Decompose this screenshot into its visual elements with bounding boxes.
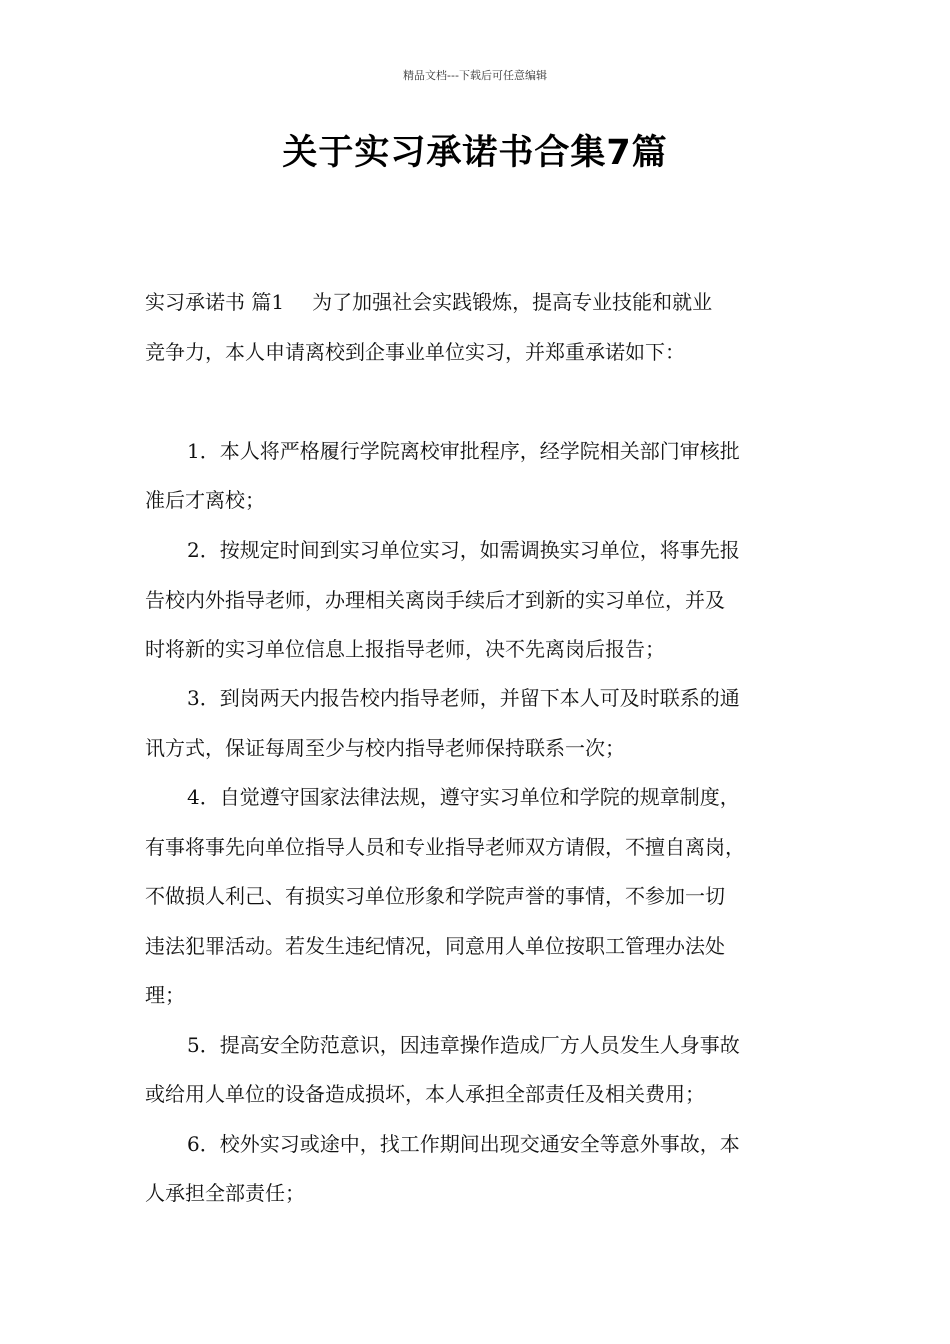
- item-2-line-1: 2．按规定时间到实习单位实习，如需调换实习单位，将事先报: [187, 538, 740, 562]
- item-6-line-1: 6．校外实习或途中，找工作期间出现交通安全等意外事故，本: [187, 1132, 740, 1156]
- item-4-line-4: 违法犯罪活动。若发生违纪情况，同意用人单位按职工管理办法处: [145, 934, 725, 958]
- item-2-line-3: 时将新的实习单位信息上报指导老师，决不先离岗后报告；: [145, 637, 665, 661]
- intro-text-1: 为了加强社会实践锻炼，提高专业技能和就业: [312, 290, 713, 314]
- item-4-line-1: 4．自觉遵守国家法律法规，遵守实习单位和学院的规章制度，: [187, 785, 740, 809]
- header-note: 精品文档---下载后可任意编辑: [403, 69, 547, 82]
- item-4-line-3: 不做损人利己、有损实习单位形象和学院声誉的事情，不参加一切: [145, 884, 725, 908]
- item-1-line-1: 1．本人将严格履行学院离校审批程序，经学院相关部门审核批: [187, 439, 740, 463]
- item-6-line-2: 人承担全部责任；: [145, 1181, 305, 1205]
- item-4-line-2: 有事将事先向单位指导人员和专业指导老师双方请假，不擅自离岗，: [145, 835, 745, 859]
- item-4-line-5: 理；: [145, 983, 185, 1007]
- item-3-line-1: 3．到岗两天内报告校内指导老师，并留下本人可及时联系的通: [187, 686, 740, 710]
- intro-line-2: 竞争力，本人申请离校到企事业单位实习，并郑重承诺如下：: [145, 340, 685, 364]
- page-title: 关于实习承诺书合集7篇: [282, 133, 668, 173]
- item-3-line-2: 讯方式，保证每周至少与校内指导老师保持联系一次；: [145, 736, 625, 760]
- item-2-line-2: 告校内外指导老师，办理相关离岗手续后才到新的实习单位，并及: [145, 588, 725, 612]
- section-label: 实习承诺书 篇1: [145, 290, 285, 314]
- item-1-line-2: 准后才离校；: [145, 488, 265, 512]
- item-5-line-1: 5．提高安全防范意识，因违章操作造成厂方人员发生人身事故: [187, 1033, 740, 1057]
- item-5-line-2: 或给用人单位的设备造成损坏，本人承担全部责任及相关费用；: [145, 1082, 705, 1106]
- intro-line-1: [145, 288, 712, 316]
